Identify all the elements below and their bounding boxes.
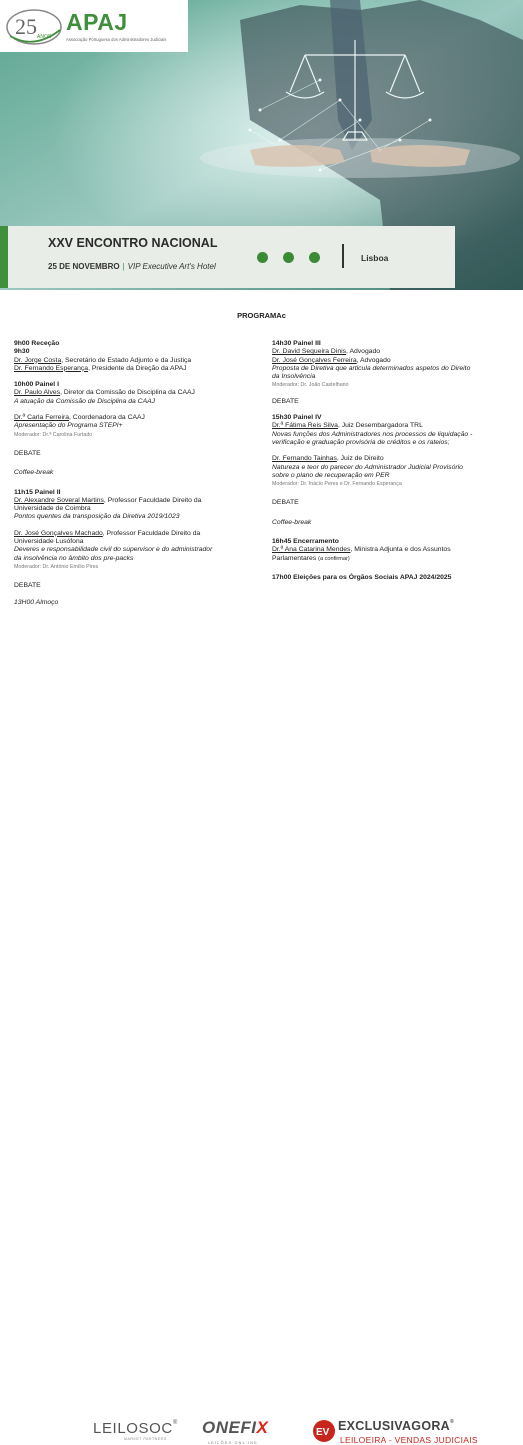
speaker-role: , Advogado [356, 356, 391, 364]
debate-label: DEBATE [272, 397, 299, 405]
speaker-line [272, 348, 517, 356]
speaker-line [14, 389, 259, 397]
speaker-name: Dr.ª Carla Ferreira [14, 414, 70, 422]
speaker-role-cont: Universidade Lusófona [14, 538, 84, 546]
talk-topic: Pontos quentes da transposição da Diretiva 2019/1023 [14, 513, 180, 521]
talk-topic: Deveres e responsabilidade civil do supervisor e do administrador [14, 546, 213, 554]
session-time: 11h15 Painel II [14, 488, 61, 496]
event-date: 25 DE NOVEMBRO [48, 262, 120, 271]
session-time: 10h00 Painel I [14, 381, 59, 389]
leilosoc-tagline: MARKET PARTNERS [124, 1437, 167, 1441]
speaker-line [14, 414, 259, 422]
speaker-role: , Coordenadora da CAAJ [69, 414, 145, 422]
event-venue: VIP Executive Art's Hotel [127, 262, 216, 271]
leilosoc-wordmark: LEILOSOC [93, 1420, 173, 1437]
lunch-break: 13H00 Almoço [14, 598, 59, 606]
sponsor-footer [0, 706, 523, 1445]
exclusivagora-mark-icon [312, 1419, 336, 1443]
speaker-name: Dr. José Gonçalves Ferreira [272, 356, 357, 364]
leilosoc-logo [93, 1420, 178, 1437]
speaker-role: , Advogado [346, 348, 381, 356]
speaker-role-line2: Parlamentares [272, 554, 317, 562]
event-details [48, 262, 216, 271]
speaker-name: Dr. José Gonçalves Machado [14, 529, 103, 537]
moderator: Moderador: Dr. António Emílio Pires [14, 563, 99, 570]
talk-topic: Natureza e teor do parecer do Administrador Judicial Provisório [272, 463, 463, 471]
talk-topic: Apresentação do Programa STEPI+ [14, 422, 123, 430]
onefix-tagline: LEILÕES ONL INE [208, 1441, 258, 1445]
speaker-name: Dr. David Sequeira Dinis [272, 348, 347, 356]
coffee-break: Coffee-break [272, 518, 312, 526]
speaker-name: Dr.ª Fátima Reis Silva [272, 422, 338, 430]
elections-item: 17h00 Eleições para os Órgãos Sociais APAJ 2024/2025 [272, 573, 452, 581]
program-left-column [14, 340, 259, 607]
coffee-break: Coffee-break [14, 469, 54, 477]
registered-mark: ® [172, 1420, 178, 1426]
decorative-dot [257, 252, 268, 263]
debate-label: DEBATE [14, 449, 41, 457]
programa-title: PROGRAMAc [237, 311, 286, 320]
speaker-name: Dr. Jorge Costa [14, 356, 62, 364]
talk-topic-cont: sobre o plano de recuperação em PER [272, 471, 390, 479]
session-time: 16h45 Encerramento [272, 538, 339, 546]
talk-topic-cont: da insolvência no âmbito dos pre-packs [14, 554, 134, 562]
speaker-line [14, 357, 259, 365]
speaker-name: Dr. Alexandre Soveral Martins [14, 496, 104, 504]
speaker-line [14, 530, 259, 538]
anniversary-25-logo-icon [4, 6, 64, 48]
logo-panel [0, 0, 188, 52]
program-right-column [272, 340, 517, 582]
speaker-role: , Juiz de Direito [336, 455, 384, 463]
session-time: 9h00 Receção [14, 340, 60, 347]
logo-name: APAJ [66, 9, 128, 35]
speaker-role: , Professor Faculdade Direito da [103, 496, 202, 504]
onefix-wordmark: ONEFI [202, 1418, 257, 1437]
banner-accent-bar [0, 226, 8, 288]
moderator: Moderador: Dr. João Castelhano [272, 382, 349, 389]
speaker-name: Dr.ª Ana Catarina Mendes [272, 546, 351, 554]
speaker-line [272, 357, 517, 365]
speaker-role: , Professor Faculdade Direito da [102, 529, 201, 537]
session-time: 9h30 [14, 348, 30, 356]
exclusivagora-name: EXCLUSIVAGORA [338, 1419, 451, 1433]
speaker-line [14, 497, 259, 505]
talk-topic: Proposta de Diretiva que articula determinados aspetos do Direito [272, 364, 471, 372]
speaker-role: , Diretor da Comissão de Disciplina da CAAJ [60, 389, 195, 397]
speaker-name: Dr. Paulo Alves [14, 389, 61, 397]
onefix-x-letter: X [256, 1418, 269, 1437]
speaker-role-cont [272, 555, 517, 563]
exclusivagora-mark-letters: EV [316, 1427, 330, 1438]
speaker-name: Dr. Fernando Tainhas [272, 455, 337, 463]
exclusivagora-wordmark [338, 1419, 454, 1433]
vertical-divider [342, 244, 344, 268]
logo-anos-text: ANOS [37, 34, 52, 40]
event-separator: | [122, 262, 125, 271]
confirmation-note: (a confirmar) [318, 555, 350, 562]
speaker-role: , Presidente da Direção da APAJ [88, 364, 187, 372]
logo-number: 25 [15, 14, 37, 39]
debate-label: DEBATE [14, 582, 41, 590]
event-title: XXV ENCONTRO NACIONAL [48, 236, 218, 250]
speaker-line [272, 546, 517, 554]
session-time: 14h30 Painel III [272, 340, 321, 347]
decorative-dot [283, 252, 294, 263]
onefix-logo [202, 1418, 268, 1438]
session-time: 15h30 Painel IV [272, 414, 322, 422]
speaker-role: , Secretário de Estado Adjunto e da Justiça [61, 356, 192, 364]
speaker-line [272, 422, 517, 430]
talk-topic-cont: da Insolvência [272, 373, 316, 381]
debate-label: DEBATE [272, 499, 299, 507]
speaker-role: , Juiz Desembargadora TRL [337, 422, 423, 430]
event-city: Lisboa [361, 253, 389, 263]
decorative-dot [309, 252, 320, 263]
talk-topic: A atuação da Comissão de Disciplina da CAAJ [14, 397, 156, 405]
speaker-line [14, 365, 259, 373]
speaker-name: Dr. Fernando Esperança [14, 364, 89, 372]
moderator: Moderador: Dr.ª Carolina Furtado [14, 431, 93, 438]
registered-mark: ® [450, 1419, 454, 1425]
speaker-line [272, 455, 517, 463]
logo-tagline: Associação Portuguesa dos Administradores Judiciais [66, 37, 167, 42]
speaker-role-cont: Universidade de Coimbra [14, 505, 91, 513]
talk-topic: Novas funções dos Administradores nos processos de liquidação - [272, 430, 473, 438]
moderator: Moderador: Dr. Inácio Peres e Dr. Fernando Esperança [272, 481, 402, 488]
speaker-role: , Ministra Adjunta e dos Assuntos [350, 546, 451, 554]
talk-topic-cont: verificação e graduação provisória de créditos e os rateios; [272, 438, 450, 446]
exclusivagora-tagline: LEILOEIRA - VENDAS JUDICIAIS [340, 1435, 478, 1445]
